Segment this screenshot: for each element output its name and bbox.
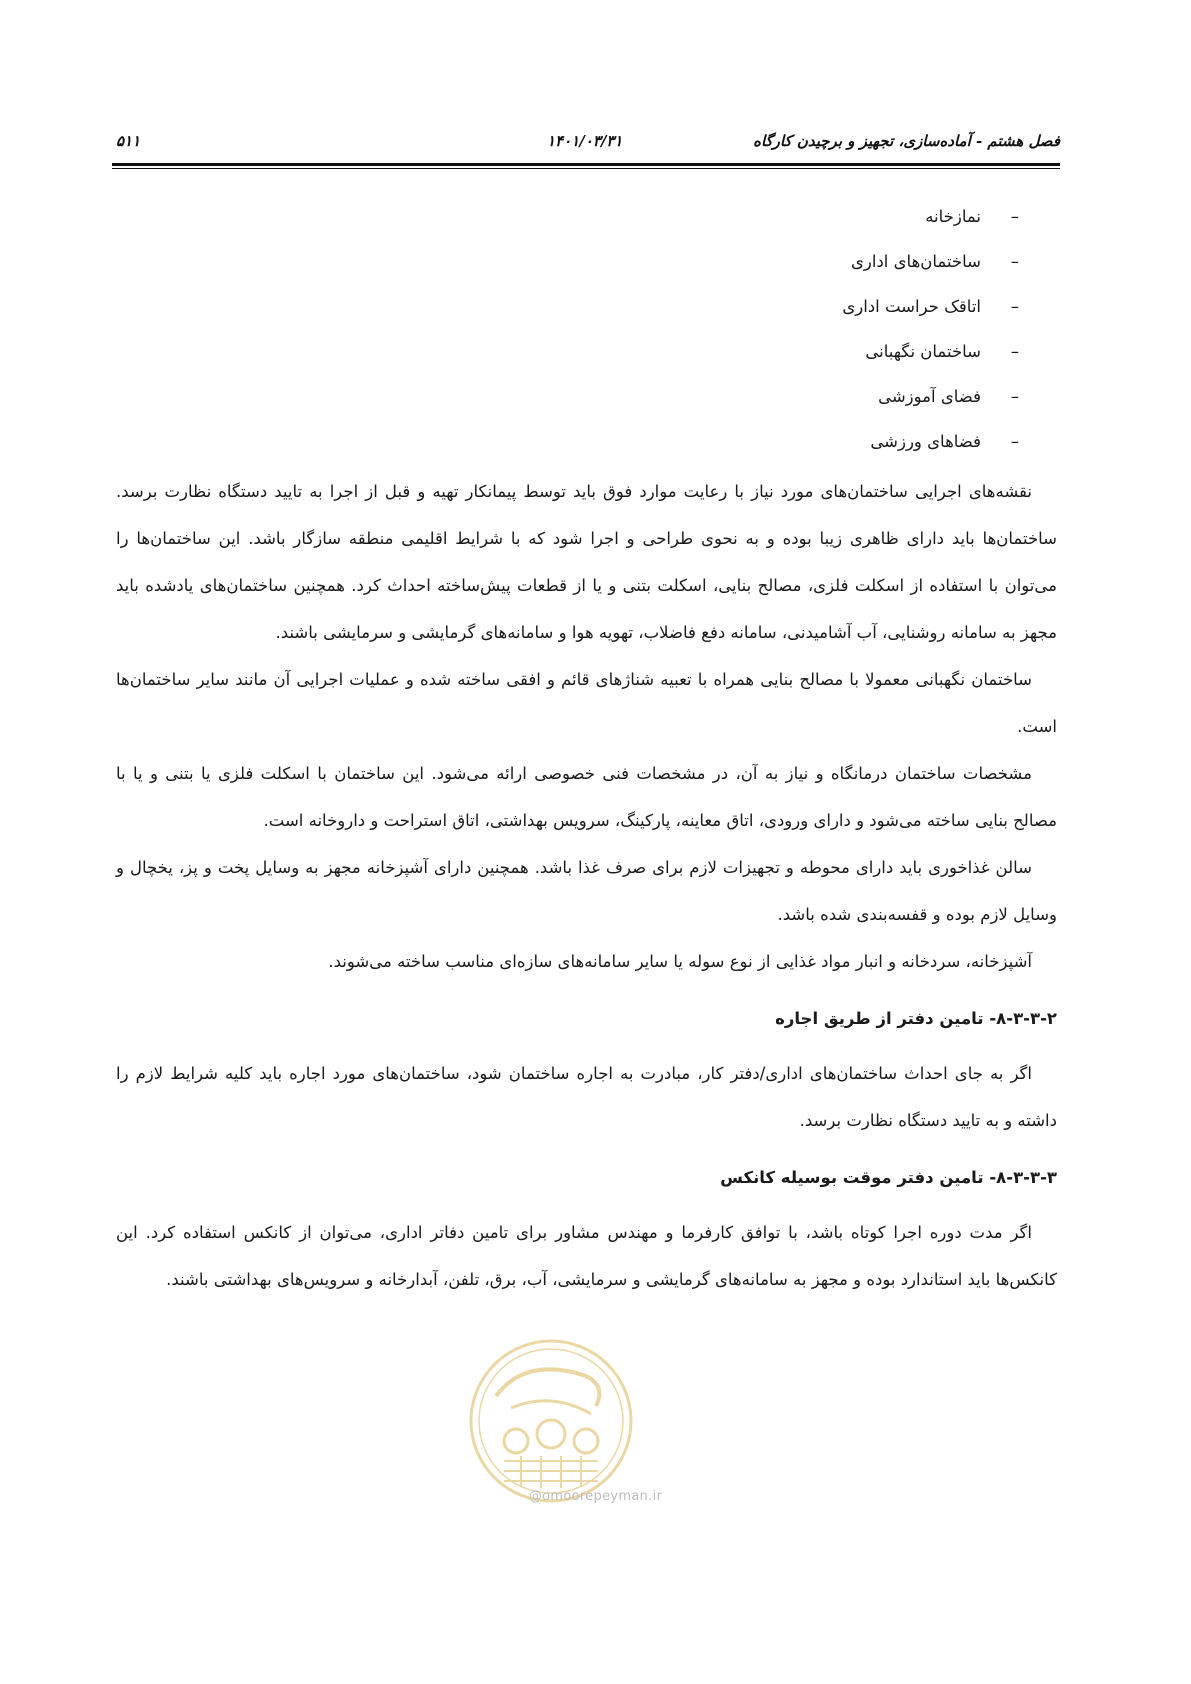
- facility-list: [116, 190, 1057, 468]
- page-body: [116, 207, 1057, 1303]
- paragraph-kitchen-storage: آشپزخانه، سردخانه و انبار مواد غذایی از نوع سوله یا سایر سامانه‌های سازه‌ای مناسب ساخته می‌شوند.: [328, 952, 1032, 971]
- dash-bullet: –: [1010, 387, 1019, 406]
- header-rule-thin: [112, 168, 1060, 169]
- paragraph-dining-hall: سالن غذاخوری باید دارای محوطه و تجهیزات لازم برای صرف غذا باشد. همچنین دارای آشپزخانه مجهز به وسایل پخت و پز، یخچال و وسایل لازم بوده و قفسه‌بندی شده باشد.: [116, 858, 1057, 924]
- paragraph-rental-office: اگر به جای احداث ساختمان‌های اداری/دفتر کار، مبادرت به اجاره ساختمان شود، ساختمان‌های مورد اجاره باید کلیه شرایط لازم را داشته و به تایید دستگاه نظارت برسد.: [116, 1064, 1057, 1130]
- watermark-site: @omoorepeyman.ir: [528, 1489, 663, 1504]
- section-heading-container-office: ۸-۳-۳-۳- تامین دفتر موقت بوسیله کانکس: [720, 1168, 1057, 1187]
- list-item-label: نمازخانه: [925, 207, 981, 226]
- dash-bullet: –: [1010, 207, 1019, 226]
- watermark-logo-icon: [466, 1336, 636, 1506]
- dash-bullet: –: [1010, 252, 1019, 271]
- list-item: [116, 415, 1057, 468]
- dash-bullet: –: [1010, 432, 1019, 451]
- list-item-label: ساختمان نگهبانی: [865, 342, 981, 361]
- header-date: ۱۴۰۱/۰۳/۳۱: [547, 132, 623, 150]
- list-item-label: فضای آموزشی: [878, 387, 981, 406]
- page-header: [112, 128, 1060, 158]
- list-item-label: فضاهای ورزشی: [870, 432, 981, 451]
- paragraph-clinic: مشخصات ساختمان درمانگاه و نیاز به آن، در مشخصات فنی خصوصی ارائه می‌شود. این ساختمان با اسکلت فلزی یا بتنی و یا با مصالح بنایی ساخته می‌شود و دارای ورودی، اتاق معاینه، پارکینگ، سرویس بهداشتی، اتاق استراحت و داروخانه است.: [116, 764, 1057, 830]
- paragraph-container-office: اگر مدت دوره اجرا کوتاه باشد، با توافق کارفرما و مهندس مشاور برای تامین دفاتر اداری، می‌توان از کانکس استفاده کرد. این کانکس‌ها باید استاندارد بوده و مجهز به سامانه‌های گرمایشی و سرمایشی، آب، برق، تلفن، آبدارخانه و سرویس‌های بهداشتی باشند.: [116, 1223, 1057, 1289]
- list-item-label: ساختمان‌های اداری: [850, 252, 981, 271]
- section-heading-rental-office: ۸-۳-۳-۲- تامین دفتر از طریق اجاره: [775, 1009, 1057, 1028]
- header-rule-thick: [112, 163, 1060, 166]
- page-number: ۵۱۱: [116, 132, 141, 150]
- list-item-label: اتاقک حراست اداری: [842, 297, 981, 316]
- chapter-title: فصل هشتم - آماده‌سازی، تجهیز و برچیدن کارگاه: [753, 132, 1060, 150]
- paragraph-guard-building: ساختمان نگهبانی معمولا با مصالح بنایی همراه با تعبیه شناژهای قائم و افقی ساخته شده و عملیات اجرایی آن مانند سایر ساختمان‌ها است.: [116, 670, 1057, 736]
- dash-bullet: –: [1010, 297, 1019, 316]
- dash-bullet: –: [1010, 342, 1019, 361]
- paragraph-building-plans: نقشه‌های اجرایی ساختمان‌های مورد نیاز با رعایت موارد فوق باید توسط پیمانکار تهیه و قبل از اجرا به تایید دستگاه نظارت برسد. ساختمان‌ها باید دارای ظاهری زیبا بوده و به نحوی طراحی و اجرا شود که با شرایط اقلیمی منطقه سازگار باشد. این ساختمان‌ها را می‌توان با استفاده از اسکلت فلزی، مصالح بنایی، اسکلت بتنی و یا از قطعات پیش‌ساخته احداث کرد. همچنین ساختمان‌های یادشده باید مجهز به سامانه روشنایی، آب آشامیدنی، سامانه دفع فاضلاب، تهویه هوا و سامانه‌های گرمایشی و سرمایشی باشند.: [116, 482, 1057, 642]
